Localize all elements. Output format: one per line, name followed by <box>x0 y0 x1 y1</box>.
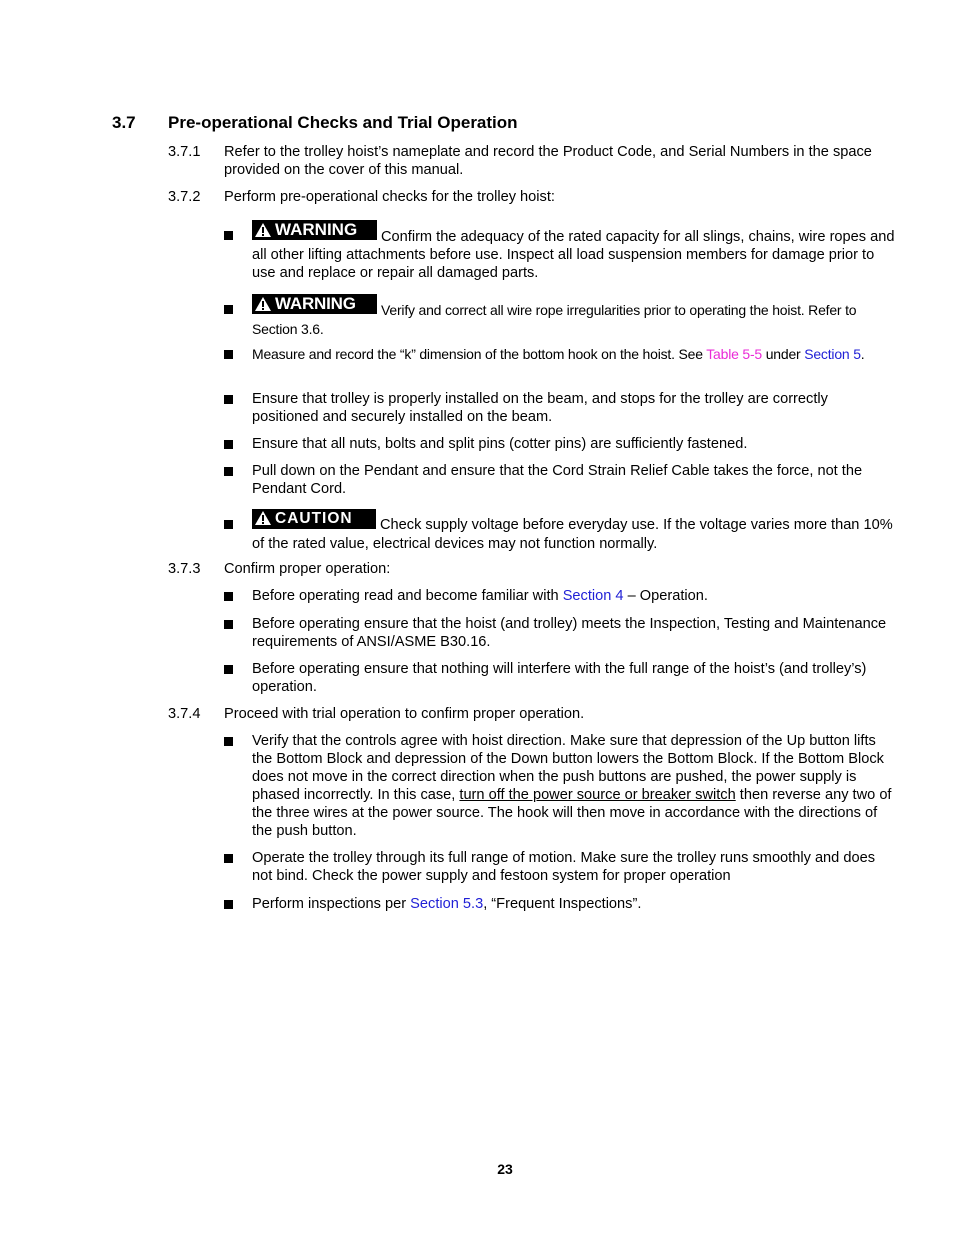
step-3-7-3 <box>168 560 898 578</box>
list-item <box>224 732 898 840</box>
step-3-7-4 <box>168 705 898 723</box>
square-bullet-icon <box>224 737 233 746</box>
list-item <box>224 345 898 363</box>
list-item <box>224 849 898 885</box>
step-text: Perform pre-operational checks for the trolley hoist: <box>224 189 555 205</box>
step-3-7-1 <box>168 143 898 179</box>
section-4-link[interactable]: Section 4 <box>562 588 624 604</box>
item-text: Ensure that all nuts, bolts and split pins (cotter pins) are sufficiently fastened. <box>252 436 748 452</box>
warning-label: WARNING <box>275 294 356 313</box>
item-text: Before operating read and become familiar with Section 4 – Operation. <box>252 588 708 604</box>
item-text: Ensure that trolley is properly installed on the beam, and stops for the trolley are correctly positioned and securely installed on the beam. <box>252 391 828 425</box>
section-number: 3.7 <box>112 113 136 132</box>
item-text: Confirm the adequacy of the rated capacity for all slings, chains, wire ropes and all other lifting attachments before use. Inspect all load suspension members for damage prior to use and replace or repair all damaged parts. <box>252 229 895 281</box>
list-item <box>224 294 898 338</box>
page-number: 23 <box>497 1161 513 1177</box>
item-text: Operate the trolley through its full range of motion. Make sure the trolley runs smoothly and does not bind. Check the power supply and festoon system for proper operation <box>252 850 875 884</box>
step-number: 3.7.2 <box>168 189 201 205</box>
step-number: 3.7.3 <box>168 561 201 577</box>
item-text: Verify that the controls agree with hoist direction. Make sure that depression of the Up button lifts the Bottom Block and depression of the Down button lowers the Bottom Block. If the Bottom Block does not move in the correct direction when the push buttons are pushed, the power supply is phased incorrectly. In this case, turn off the power source or breaker switch then reverse any two of the three wires at the power source. The hook will then move in accordance with the directions of the push button. <box>252 733 892 839</box>
list-item <box>224 390 898 426</box>
item-text: Pull down on the Pendant and ensure that the Cord Strain Relief Cable takes the force, not the Pendant Cord. <box>252 463 863 497</box>
list-item <box>224 510 898 553</box>
warning-triangle-icon <box>254 222 272 238</box>
square-bullet-icon <box>224 467 233 476</box>
item-text: Verify and correct all wire rope irregularities prior to operating the hoist. Refer to Section 3.6. <box>252 302 857 337</box>
item-text: Before operating ensure that nothing will interfere with the full range of the hoist’s (and trolley’s) operation. <box>252 661 867 695</box>
square-bullet-icon <box>224 665 233 674</box>
square-bullet-icon <box>224 900 233 909</box>
list-item <box>224 895 898 913</box>
step-text: Refer to the trolley hoist’s nameplate and record the Product Code, and Serial Numbers in the space provided on the cover of this manual. <box>224 144 872 178</box>
list-item <box>224 435 898 453</box>
item-text: Before operating ensure that the hoist (and trolley) meets the Inspection, Testing and Maintenance requirements of ANSI/ASME B30.16. <box>252 616 887 650</box>
square-bullet-icon <box>224 440 233 449</box>
warning-label: WARNING <box>275 220 358 239</box>
list-item <box>224 660 898 696</box>
table-5-5-link[interactable]: Table 5-5 <box>706 346 763 362</box>
step-text: Proceed with trial operation to confirm proper operation. <box>224 706 585 722</box>
warning-badge <box>252 294 377 314</box>
list-item <box>224 587 898 605</box>
warning-triangle-icon <box>254 296 272 312</box>
square-bullet-icon <box>224 395 233 404</box>
list-item <box>224 615 898 651</box>
caution-label: CAUTION <box>275 510 353 527</box>
item-text: Perform inspections per Section 5.3, “Frequent Inspections”. <box>252 896 642 912</box>
square-bullet-icon <box>224 854 233 863</box>
square-bullet-icon <box>224 520 233 529</box>
underlined-instruction: turn off the power source or breaker switch <box>459 787 736 803</box>
list-item <box>224 462 898 498</box>
step-3-7-2 <box>168 188 898 206</box>
caution-badge <box>252 509 376 529</box>
step-number: 3.7.1 <box>168 144 201 160</box>
section-5-link[interactable]: Section 5 <box>804 346 861 362</box>
section-5-3-link[interactable]: Section 5.3 <box>410 896 484 912</box>
square-bullet-icon <box>224 620 233 629</box>
square-bullet-icon <box>224 592 233 601</box>
item-text: Measure and record the “k” dimension of the bottom hook on the hoist. See Table 5-5 under Section 5. <box>252 346 865 362</box>
square-bullet-icon <box>224 350 233 359</box>
step-number: 3.7.4 <box>168 706 201 722</box>
warning-badge <box>252 220 377 240</box>
step-text: Confirm proper operation: <box>224 561 391 577</box>
section-title: Pre-operational Checks and Trial Operation <box>168 113 518 132</box>
caution-triangle-icon <box>254 510 272 526</box>
square-bullet-icon <box>224 231 233 240</box>
square-bullet-icon <box>224 305 233 314</box>
item-text: Check supply voltage before everyday use. If the voltage varies more than 10% of the rated value, electrical devices may not function normally. <box>252 517 893 552</box>
list-item <box>224 220 898 282</box>
